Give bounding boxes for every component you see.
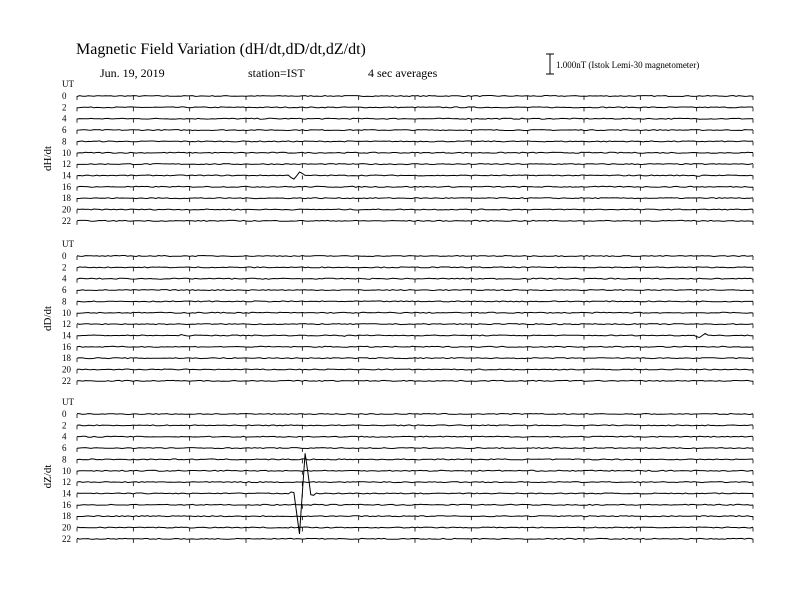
row-label: 4 bbox=[62, 431, 67, 442]
row-label: 20 bbox=[62, 364, 71, 375]
panel-3 bbox=[42, 397, 753, 544]
row-label: 8 bbox=[62, 454, 67, 465]
row-label: 14 bbox=[62, 170, 71, 181]
row-axis-label: UT bbox=[62, 397, 74, 407]
chart-title: Magnetic Field Variation (dH/dt,dD/dt,dZ/dt) bbox=[76, 41, 366, 58]
row-label: 6 bbox=[62, 285, 67, 296]
row-label: 2 bbox=[62, 102, 67, 113]
row-axis-label: UT bbox=[62, 79, 74, 89]
row-label: 18 bbox=[62, 193, 71, 204]
row-label: 22 bbox=[62, 533, 71, 544]
row-label: 16 bbox=[62, 499, 71, 510]
row-label: 8 bbox=[62, 296, 67, 307]
row-label: 2 bbox=[62, 262, 67, 273]
row-label: 12 bbox=[62, 159, 71, 170]
row-label: 12 bbox=[62, 319, 71, 330]
row-label: 10 bbox=[62, 147, 71, 158]
row-label: 10 bbox=[62, 465, 71, 476]
averaging-label: 4 sec averages bbox=[368, 66, 438, 80]
row-label: 22 bbox=[62, 215, 71, 226]
panel-label: dH/dt bbox=[42, 145, 54, 171]
panel-1 bbox=[42, 79, 753, 226]
row-label: 16 bbox=[62, 181, 71, 192]
row-label: 22 bbox=[62, 375, 71, 386]
row-label: 20 bbox=[62, 522, 71, 533]
row-label: 0 bbox=[62, 409, 67, 419]
row-label: 20 bbox=[62, 204, 71, 215]
row-label: 6 bbox=[62, 125, 67, 136]
row-label: 2 bbox=[62, 420, 67, 431]
panel-label: dZ/dt bbox=[42, 464, 54, 489]
row-label: 18 bbox=[62, 511, 71, 522]
scale-bar-label: 1.000nT (Istok Lemi-30 magnetometer) bbox=[556, 60, 700, 70]
row-label: 0 bbox=[62, 251, 67, 261]
station-label: station=IST bbox=[248, 66, 305, 80]
scale-bar bbox=[546, 54, 699, 74]
row-label: 4 bbox=[62, 273, 67, 284]
row-label: 16 bbox=[62, 341, 71, 352]
panels bbox=[42, 79, 753, 544]
date-label: Jun. 19, 2019 bbox=[100, 66, 165, 80]
panel-label: dD/dt bbox=[42, 305, 54, 331]
row-label: 10 bbox=[62, 307, 71, 318]
panel-2 bbox=[42, 239, 753, 386]
row-label: 0 bbox=[62, 91, 67, 101]
row-label: 14 bbox=[62, 330, 71, 341]
row-label: 14 bbox=[62, 488, 71, 499]
row-axis-label: UT bbox=[62, 239, 74, 249]
row-label: 8 bbox=[62, 136, 67, 147]
row-label: 6 bbox=[62, 443, 67, 454]
row-label: 12 bbox=[62, 477, 71, 488]
row-label: 18 bbox=[62, 353, 71, 364]
row-label: 4 bbox=[62, 113, 67, 124]
